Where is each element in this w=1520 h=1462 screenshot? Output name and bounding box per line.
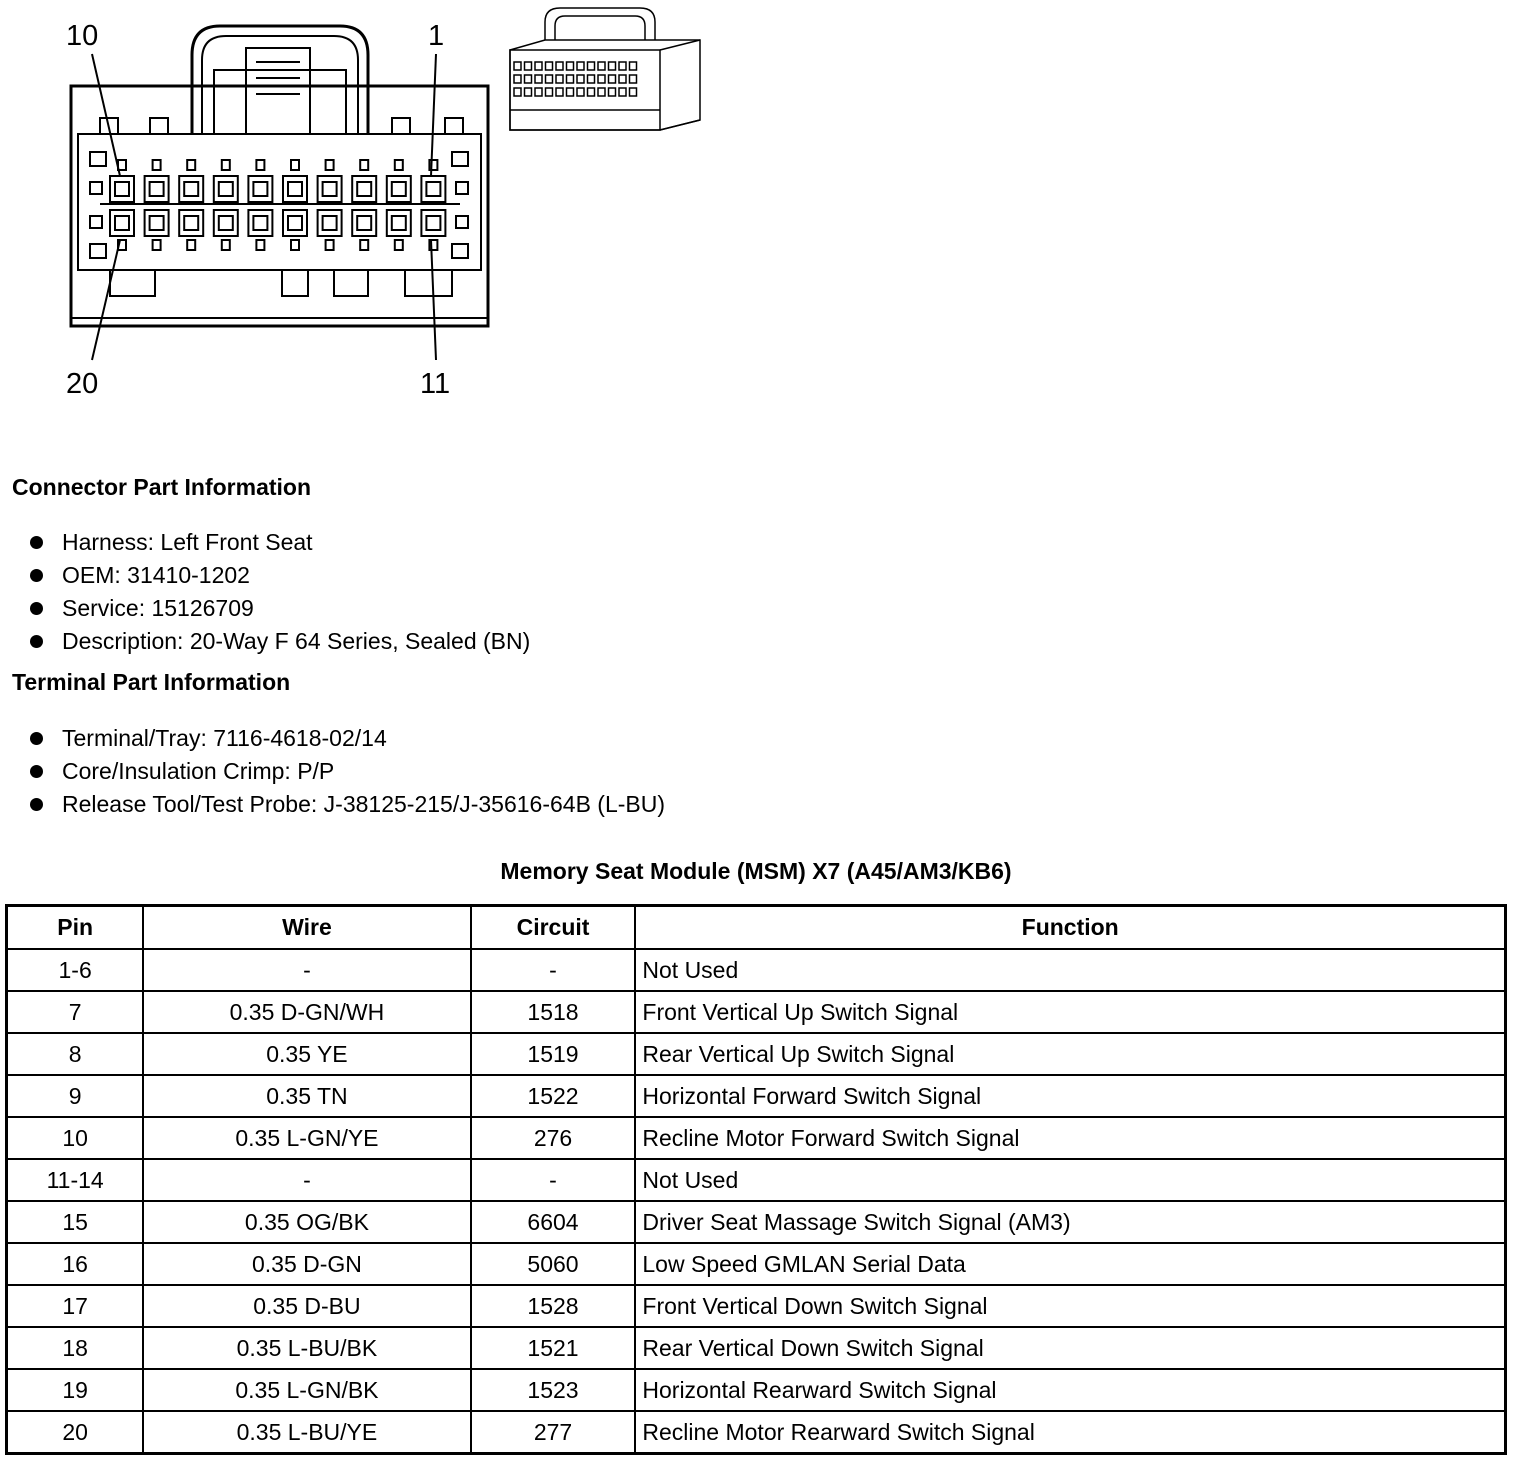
thumbnail-pin [567,62,574,70]
pin-label-20: 20 [66,368,99,400]
pin-label-10: 10 [66,20,99,52]
thumbnail-pin [514,75,521,83]
latch [192,26,368,134]
terminal-info-heading: Terminal Part Information [12,669,291,695]
thumbnail-pin [546,62,553,70]
function-cell: Horizontal Forward Switch Signal [635,1075,1505,1117]
thumbnail-pin [619,62,626,70]
function-cell: Not Used [635,949,1505,991]
table-title: Memory Seat Module (MSM) X7 (A45/AM3/KB6) [500,858,1012,884]
thumbnail-pin [556,75,563,83]
pin-cavity [318,210,342,236]
pin-cavity [387,210,411,236]
thumbnail-pin [577,88,584,96]
pin-cavity [110,176,134,202]
thumbnail-pin [556,62,563,70]
pin-cell: 19 [7,1369,144,1411]
list-item [28,592,530,625]
pin-cell: 15 [7,1201,144,1243]
function-cell: Low Speed GMLAN Serial Data [635,1243,1505,1285]
pin-cavity [387,176,411,202]
circuit-cell: - [471,949,636,991]
thumbnail-pin [598,75,605,83]
thumbnail-pin [609,62,616,70]
thumbnail-pin [525,88,532,96]
pin-cavity [318,176,342,202]
thumbnail-pin [598,62,605,70]
connector-diagram [0,0,720,410]
column-header-function: Function [635,906,1505,950]
connector-info-list [28,526,530,658]
bullet-icon [30,602,43,615]
pin-terminal [323,216,337,230]
thumbnail-pin [598,88,605,96]
pin-11-leader [431,240,436,360]
thumbnail-pin [525,75,532,83]
table-row [7,1033,1506,1075]
table-row [7,949,1506,991]
pin-lock-tab [291,160,299,170]
thumbnail-pin [514,88,521,96]
wire-cell: 0.35 TN [143,1075,470,1117]
pin-terminal [115,216,129,230]
pin-lock-tab [222,240,230,250]
connector-thumbnail [510,8,700,130]
pin-terminal [288,216,302,230]
pin-lock-tab [291,240,299,250]
circuit-cell: 1523 [471,1369,636,1411]
pin-cell: 10 [7,1117,144,1159]
circuit-cell: 276 [471,1117,636,1159]
thumbnail-pin [588,75,595,83]
table-row [7,1411,1506,1454]
pin-lock-tab [360,160,368,170]
function-cell: Rear Vertical Up Switch Signal [635,1033,1505,1075]
wire-cell: 0.35 L-BU/YE [143,1411,470,1454]
pin-lock-tab [326,160,334,170]
pinout-table [5,904,1507,1455]
thumbnail-pin [609,75,616,83]
bullet-icon [30,732,43,745]
pin-terminal [184,182,198,196]
bullet-icon [30,536,43,549]
pin-terminal [323,182,337,196]
pin-terminal [288,182,302,196]
pin-lock-tab [256,160,264,170]
pin-lock-tab [360,240,368,250]
pin-cavity [352,176,376,202]
pin-lock-tab [395,240,403,250]
pin-lock-tab [187,160,195,170]
table-row [7,1243,1506,1285]
thumbnail-pin [619,88,626,96]
thumbnail-pin [630,88,637,96]
thumbnail-pin [567,88,574,96]
pin-cell: 16 [7,1243,144,1285]
thumbnail-pin [630,62,637,70]
pin-terminal [150,182,164,196]
pin-label-11: 11 [420,368,451,400]
circuit-cell: 6604 [471,1201,636,1243]
pin-cavity [248,176,272,202]
thumbnail-pin [535,88,542,96]
table-row [7,1285,1506,1327]
thumbnail-pin [525,62,532,70]
wire-cell: - [143,949,470,991]
circuit-cell: 1519 [471,1033,636,1075]
function-cell: Front Vertical Down Switch Signal [635,1285,1505,1327]
thumbnail-pin [609,88,616,96]
pin-label-1: 1 [428,20,445,52]
list-item [28,559,530,592]
circuit-cell: 1518 [471,991,636,1033]
list-item [28,788,665,821]
circuit-cell: 1522 [471,1075,636,1117]
pin-cavity [283,176,307,202]
function-cell: Driver Seat Massage Switch Signal (AM3) [635,1201,1505,1243]
thumbnail-pin [535,75,542,83]
wire-cell: 0.35 OG/BK [143,1201,470,1243]
bullet-icon [30,635,43,648]
thumbnail-pin [630,75,637,83]
column-header-pin: Pin [7,906,144,950]
list-item-text: Description: 20-Way F 64 Series, Sealed (BN) [62,628,531,654]
thumbnail-pin [535,62,542,70]
wire-cell: 0.35 L-BU/BK [143,1327,470,1369]
function-cell: Rear Vertical Down Switch Signal [635,1327,1505,1369]
bullet-icon [30,765,43,778]
pin-terminal [219,216,233,230]
list-item [28,755,665,788]
thumbnail-pin [556,88,563,96]
list-item-text: Core/Insulation Crimp: P/P [62,758,335,784]
wire-cell: 0.35 D-BU [143,1285,470,1327]
pin-terminal [115,182,129,196]
pin-grid [100,160,460,250]
function-cell: Front Vertical Up Switch Signal [635,991,1505,1033]
circuit-cell: - [471,1159,636,1201]
pin-cavity [214,176,238,202]
pin-cavity [179,176,203,202]
circuit-cell: 277 [471,1411,636,1454]
pin-lock-tab [153,240,161,250]
table-header-row [7,906,1506,950]
pin-cell: 8 [7,1033,144,1075]
function-cell: Recline Motor Rearward Switch Signal [635,1411,1505,1454]
terminal-info-list [28,722,665,821]
pin-lock-tab [187,240,195,250]
table-row [7,1201,1506,1243]
pin-terminal [184,216,198,230]
thumbnail-pin [567,75,574,83]
circuit-cell: 1528 [471,1285,636,1327]
list-item-text: Service: 15126709 [62,595,254,621]
thumbnail-pin [577,62,584,70]
pin-cell: 11-14 [7,1159,144,1201]
thumbnail-pin [577,75,584,83]
circuit-cell: 1521 [471,1327,636,1369]
pin-cavity [145,210,169,236]
column-header-circuit: Circuit [471,906,636,950]
pin-cavity [214,210,238,236]
pin-lock-tab [256,240,264,250]
function-cell: Horizontal Rearward Switch Signal [635,1369,1505,1411]
table-row [7,1075,1506,1117]
list-item [28,625,530,658]
pin-cavity [179,210,203,236]
pin-cavity [352,210,376,236]
wire-cell: - [143,1159,470,1201]
function-cell: Recline Motor Forward Switch Signal [635,1117,1505,1159]
table-row [7,991,1506,1033]
pin-cell: 1-6 [7,949,144,991]
connector-housing [71,86,488,326]
bullet-icon [30,798,43,811]
pin-lock-tab [326,240,334,250]
table-row [7,1117,1506,1159]
list-item-text: OEM: 31410-1202 [62,562,250,588]
pin-cavity [145,176,169,202]
thumbnail-pin [546,88,553,96]
pin-cavity [421,176,445,202]
pin-cell: 9 [7,1075,144,1117]
thumbnail-pin [546,75,553,83]
pin-terminal [357,216,371,230]
pin-terminal [150,216,164,230]
pin-1-leader [431,54,436,176]
pin-cavity [110,210,134,236]
pin-terminal [426,216,440,230]
wire-cell: 0.35 D-GN [143,1243,470,1285]
wire-cell: 0.35 D-GN/WH [143,991,470,1033]
pin-cavity [421,210,445,236]
pin-terminal [253,182,267,196]
list-item [28,526,530,559]
list-item-text: Terminal/Tray: 7116-4618-02/14 [62,725,387,751]
table-body [7,949,1506,1454]
pin-terminal [426,182,440,196]
pin-lock-tab [395,160,403,170]
wire-cell: 0.35 YE [143,1033,470,1075]
pin-lock-tab [222,160,230,170]
pin-cavity [248,210,272,236]
thumbnail-pin [588,88,595,96]
thumbnail-pin [514,62,521,70]
pin-cell: 20 [7,1411,144,1454]
pin-lock-tab [153,160,161,170]
pin-cell: 18 [7,1327,144,1369]
pin-terminal [392,182,406,196]
pin-cell: 17 [7,1285,144,1327]
pin-cavity [283,210,307,236]
circuit-cell: 5060 [471,1243,636,1285]
thumbnail-pin [588,62,595,70]
table-row [7,1369,1506,1411]
table-row [7,1159,1506,1201]
column-header-wire: Wire [143,906,470,950]
wire-cell: 0.35 L-GN/YE [143,1117,470,1159]
table-row [7,1327,1506,1369]
pin-terminal [219,182,233,196]
pin-terminal [357,182,371,196]
connector-info-heading: Connector Part Information [12,474,312,500]
list-item-text: Harness: Left Front Seat [62,529,313,555]
pin-terminal [392,216,406,230]
bullet-icon [30,569,43,582]
thumbnail-pin [619,75,626,83]
list-item-text: Release Tool/Test Probe: J-38125-215/J-35616-64B (L-BU) [62,791,666,817]
pin-cell: 7 [7,991,144,1033]
function-cell: Not Used [635,1159,1505,1201]
pin-terminal [253,216,267,230]
list-item [28,722,665,755]
wire-cell: 0.35 L-GN/BK [143,1369,470,1411]
